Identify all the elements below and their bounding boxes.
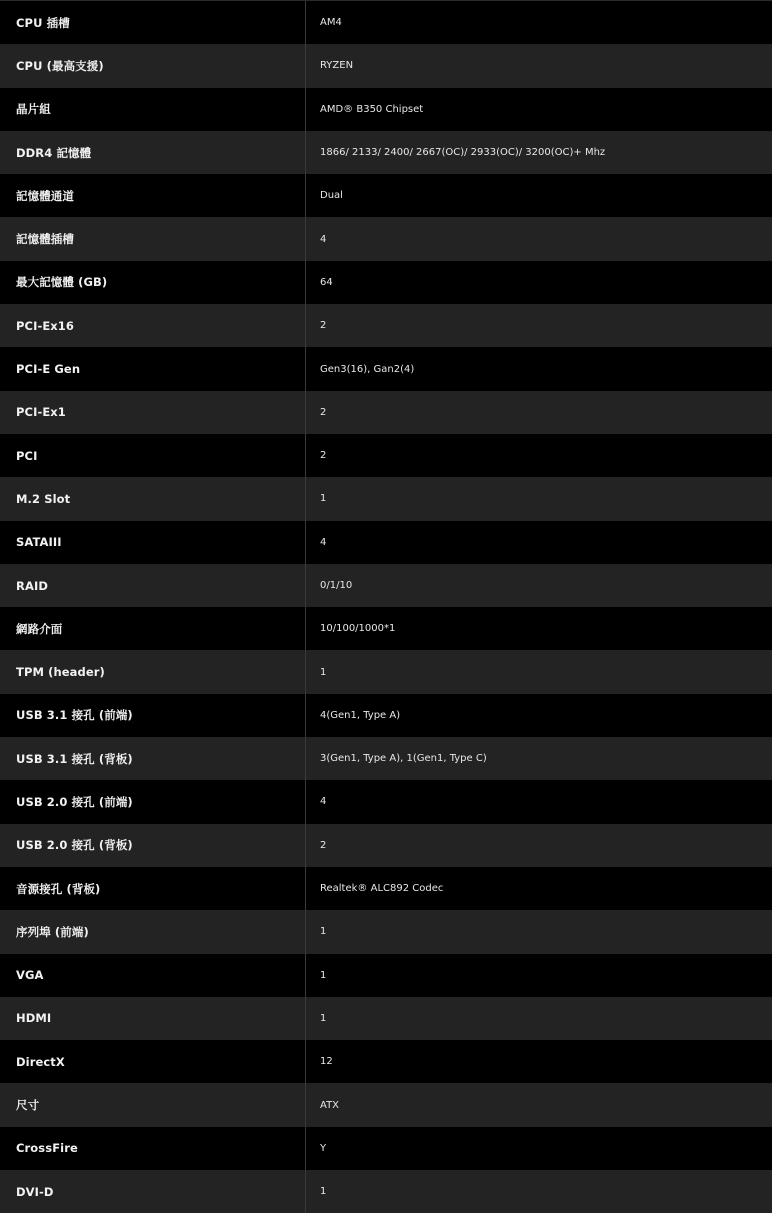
spec-label: CPU (最高支援) xyxy=(0,44,306,87)
spec-row xyxy=(0,217,772,260)
spec-row xyxy=(0,650,772,693)
spec-value: 10/100/1000*1 xyxy=(320,623,396,635)
spec-row xyxy=(0,391,772,434)
spec-value: 4 xyxy=(320,536,327,548)
spec-label: VGA xyxy=(0,954,306,997)
spec-label: 記憶體插槽 xyxy=(0,217,306,260)
spec-row xyxy=(0,434,772,477)
spec-value: 3(Gen1, Type A), 1(Gen1, Type C) xyxy=(320,753,487,765)
spec-row xyxy=(0,780,772,823)
spec-value: 1 xyxy=(320,926,327,938)
spec-label: 序列埠 (前端) xyxy=(0,910,306,953)
spec-value: ATX xyxy=(320,1099,340,1111)
spec-value: 64 xyxy=(320,276,333,288)
spec-row xyxy=(0,867,772,910)
spec-value: 1 xyxy=(320,969,327,981)
spec-row xyxy=(0,304,772,347)
spec-label: USB 3.1 接孔 (前端) xyxy=(0,694,306,737)
spec-label: DDR4 記憶體 xyxy=(0,131,306,174)
spec-value: 2 xyxy=(320,406,327,418)
spec-label: PCI-Ex16 xyxy=(0,304,306,347)
spec-row xyxy=(0,1,772,44)
spec-row xyxy=(0,1127,772,1170)
spec-row xyxy=(0,607,772,650)
spec-label: 尺寸 xyxy=(0,1083,306,1126)
spec-value: 1 xyxy=(320,1012,327,1024)
spec-label: USB 3.1 接孔 (背板) xyxy=(0,737,306,780)
spec-label: SATAIII xyxy=(0,521,306,564)
spec-row xyxy=(0,44,772,87)
spec-value: RYZEN xyxy=(320,60,354,72)
spec-label: 音源接孔 (背板) xyxy=(0,867,306,910)
spec-value: 1 xyxy=(320,1186,327,1198)
spec-row xyxy=(0,131,772,174)
spec-label: DirectX xyxy=(0,1040,306,1083)
spec-row xyxy=(0,174,772,217)
spec-label: PCI xyxy=(0,434,306,477)
spec-row xyxy=(0,737,772,780)
spec-value: AM4 xyxy=(320,17,342,29)
spec-row xyxy=(0,1083,772,1126)
spec-value: Dual xyxy=(320,190,343,202)
spec-value: 2 xyxy=(320,450,327,462)
spec-row xyxy=(0,521,772,564)
spec-value: Y xyxy=(320,1142,327,1154)
spec-label: 網路介面 xyxy=(0,607,306,650)
spec-row xyxy=(0,954,772,997)
spec-value: Realtek® ALC892 Codec xyxy=(320,883,444,895)
spec-label: USB 2.0 接孔 (背板) xyxy=(0,824,306,867)
spec-label: PCI-Ex1 xyxy=(0,391,306,434)
spec-row xyxy=(0,824,772,867)
spec-value: 1866/ 2133/ 2400/ 2667(OC)/ 2933(OC)/ 3200(OC)+ Mhz xyxy=(320,147,606,159)
spec-label: M.2 Slot xyxy=(0,477,306,520)
spec-label: 晶片組 xyxy=(0,88,306,131)
spec-row xyxy=(0,910,772,953)
spec-value: Gen3(16), Gan2(4) xyxy=(320,363,415,375)
spec-label: DVI-D xyxy=(0,1170,306,1213)
spec-value: 2 xyxy=(320,839,327,851)
spec-row xyxy=(0,88,772,131)
spec-row xyxy=(0,997,772,1040)
spec-value: 1 xyxy=(320,493,327,505)
spec-row xyxy=(0,564,772,607)
spec-label: RAID xyxy=(0,564,306,607)
spec-value: AMD® B350 Chipset xyxy=(320,103,424,115)
spec-value: 1 xyxy=(320,666,327,678)
spec-row xyxy=(0,261,772,304)
spec-value: 4 xyxy=(320,233,327,245)
spec-label: USB 2.0 接孔 (前端) xyxy=(0,780,306,823)
spec-value: 2 xyxy=(320,320,327,332)
spec-label: TPM (header) xyxy=(0,650,306,693)
spec-row xyxy=(0,694,772,737)
spec-label: 記憶體通道 xyxy=(0,174,306,217)
spec-label: CrossFire xyxy=(0,1127,306,1170)
spec-label: HDMI xyxy=(0,997,306,1040)
spec-value: 12 xyxy=(320,1056,333,1068)
spec-label: 最大記憶體 (GB) xyxy=(0,261,306,304)
spec-label: CPU 插槽 xyxy=(0,1,306,44)
spec-value: 4(Gen1, Type A) xyxy=(320,709,401,721)
spec-value: 0/1/10 xyxy=(320,580,353,591)
spec-label: PCI-E Gen xyxy=(0,347,306,390)
spec-value: 4 xyxy=(320,796,327,808)
spec-row xyxy=(0,1170,772,1213)
spec-row xyxy=(0,477,772,520)
spec-row xyxy=(0,1040,772,1083)
spec-row xyxy=(0,347,772,390)
